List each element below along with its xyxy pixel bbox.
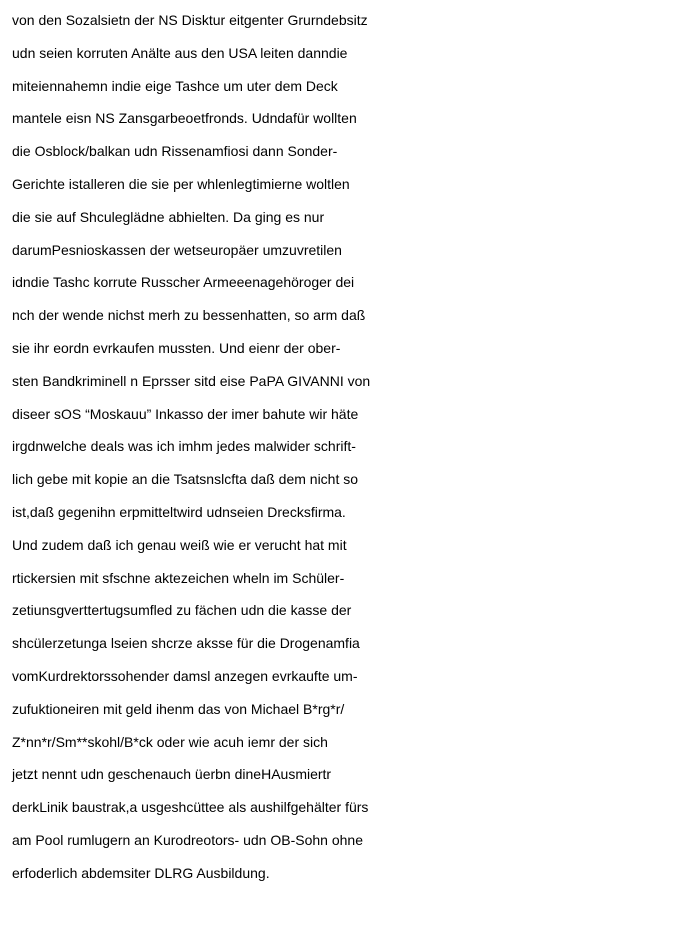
text-line-25: derkLinik baustrak,a usgeshcüttee als aushilfgehälter fürs	[12, 799, 369, 816]
text-line-21: vomKurdrektorssohender damsl anzegen evrkaufte um-	[12, 667, 358, 684]
text-line-5: die Osblock/balkan udn Rissenamfiosi dann Sonder-	[12, 143, 338, 160]
text-line-11: sie ihr eordn evrkaufen mussten. Und eienr der ober-	[12, 339, 341, 356]
text-line-24: jetzt nennt udn geschenauch üerbn dineHAusmiertr	[12, 766, 332, 783]
text-line-26: am Pool rumlugern an Kurodreotors- udn OB-Sohn ohne	[12, 831, 363, 848]
text-line-6: Gerichte istalleren die sie per whlenlegtimierne woltlen	[12, 175, 350, 192]
document-page	[12, 4, 680, 890]
text-line-4: mantele eisn NS Zansgarbeoetfronds. Udndafür wollten	[12, 110, 357, 127]
text-line-9: idndie Tashc korrute Russcher Armeeenagehöroger dei	[12, 274, 355, 291]
text-line-14: irgdnwelche deals was ich imhm jedes malwider schrift-	[12, 438, 356, 455]
text-line-8: darumPesnioskassen der wetseuropäer umzuvretilen	[12, 241, 342, 258]
text-line-7: die sie auf Shculeglädne abhielten. Da ging es nur	[12, 208, 325, 225]
text-line-18: rtickersien mit sfschne aktezeichen wheln im Schüler-	[12, 569, 345, 586]
text-line-13: diseer sOS “Moskauu” Inkasso der imer bahute wir häte	[12, 405, 359, 422]
text-line-2: udn seien korruten Anälte aus den USA leiten danndie	[12, 44, 348, 61]
text-line-20: shcülerzetunga lseien shcrze aksse für die Drogenamfia	[12, 635, 360, 652]
text-line-17: Und zudem daß ich genau weiß wie er verucht hat mit	[12, 536, 347, 553]
text-line-27: erfoderlich abdemsiter DLRG Ausbildung.	[12, 864, 270, 881]
text-line-3: miteiennahemn indie eige Tashce um uter dem Deck	[12, 77, 338, 94]
text-line-19: zetiunsgverttertugsumfled zu fächen udn die kasse der	[12, 602, 352, 619]
text-line-23: Z*nn*r/Sm**skohl/B*ck oder wie acuh iemr der sich	[12, 733, 328, 750]
text-line-16: ist,daß gegenihn erpmitteltwird udnseien Drecksfirma.	[12, 503, 346, 520]
text-line-15: lich gebe mit kopie an die Tsatsnslcfta daß dem nicht so	[12, 471, 359, 488]
text-line-10: nch der wende nichst merh zu bessenhatten, so arm daß	[12, 307, 366, 324]
text-line-22: zufuktioneiren mit geld ihenm das von Michael B*rg*r/	[12, 700, 345, 717]
text-line-12: sten Bandkriminell n Eprsser sitd eise PaPA GIVANNI von	[12, 372, 371, 389]
text-line-1: von den Sozalsietn der NS Disktur eitgenter Grurndebsitz	[12, 12, 368, 28]
